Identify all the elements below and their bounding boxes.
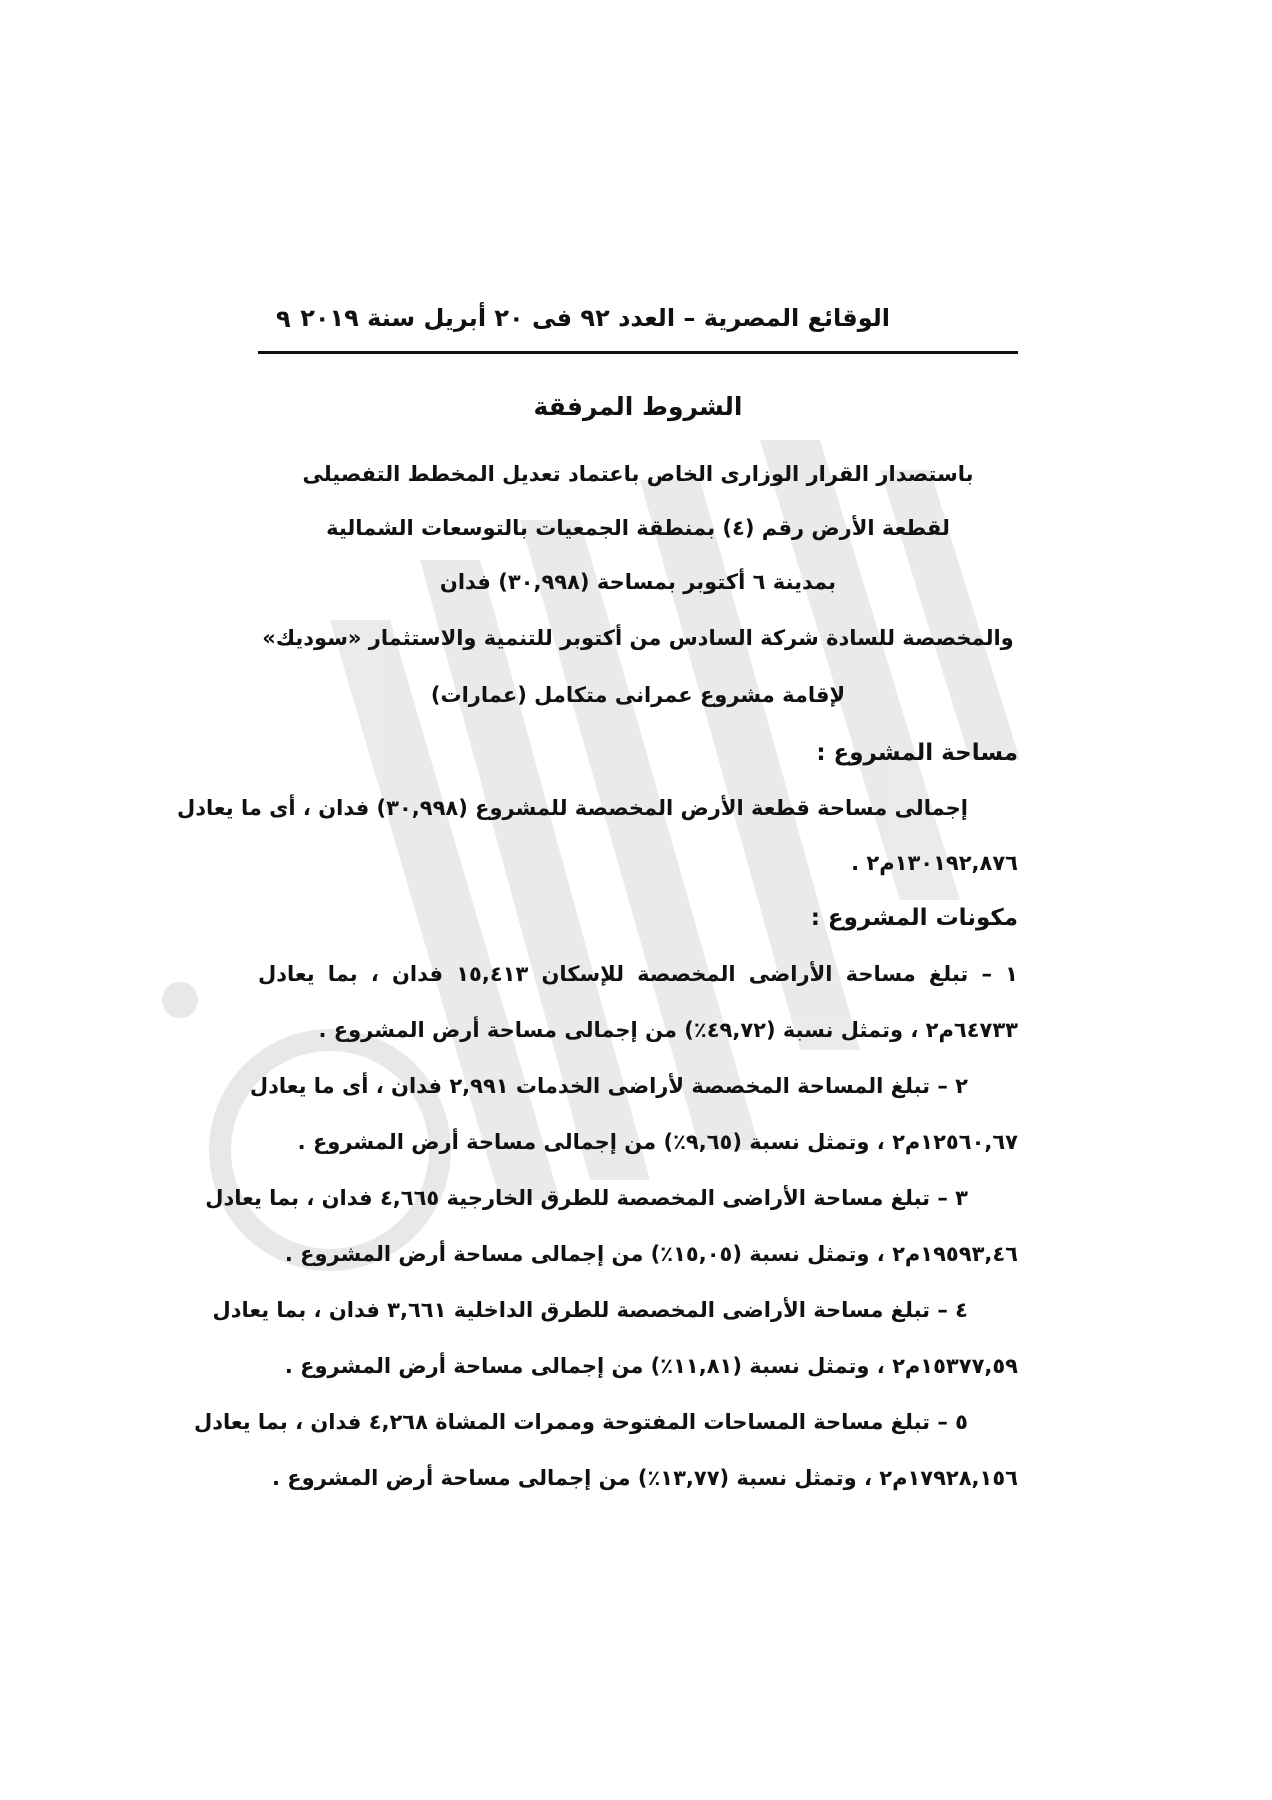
subtitle-line: لقطعة الأرض رقم (٤) بمنطقة الجمعيات بالتوسعات الشمالية <box>326 516 950 540</box>
component-item-line: ١ – تبلغ مساحة الأراضى المخصصة للإسكان ١٥,٤١٣ فدان ، بما يعادل <box>258 962 1018 986</box>
component-item-line: ٥ – تبلغ مساحة المساحات المفتوحة وممرات المشاة ٤,٢٦٨ فدان ، بما يعادل <box>193 1410 968 1434</box>
section-heading-components: مكونات المشروع : <box>810 905 1018 931</box>
page-number: ٩ <box>276 305 291 333</box>
component-item-line: ١٢٥٦٠,٦٧م٢ ، وتمثل نسبة (٩,٦٥٪) من إجمالى مساحة أرض المشروع . <box>297 1130 1018 1154</box>
header-rule <box>258 351 1018 354</box>
subtitle-line: باستصدار القرار الوزارى الخاص باعتماد تعديل المخطط التفصيلى <box>302 462 974 486</box>
section-heading-area: مساحة المشروع : <box>816 740 1018 766</box>
subtitle-line: لإقامة مشروع عمرانى متكامل (عمارات) <box>430 683 846 707</box>
paragraph-line: إجمالى مساحة قطعة الأرض المخصصة للمشروع (٣٠,٩٩٨) فدان ، أى ما يعادل <box>177 796 968 820</box>
subtitle-line: والمخصصة للسادة شركة السادس من أكتوبر للتنمية والاستثمار «سوديك» <box>262 626 1014 650</box>
paragraph-line: ١٣٠١٩٢,٨٧٦م٢ . <box>851 851 1018 875</box>
component-item-line: ١٥٣٧٧,٥٩م٢ ، وتمثل نسبة (١١,٨١٪) من إجمالى مساحة أرض المشروع . <box>284 1354 1018 1378</box>
publication-header: الوقائع المصرية – العدد ٩٢ فى ٢٠ أبريل سنة ٢٠١٩ <box>300 304 890 332</box>
component-item-line: ٢ – تبلغ المساحة المخصصة لأراضى الخدمات ٢,٩٩١ فدان ، أى ما يعادل <box>249 1074 968 1098</box>
component-item-line: ٣ – تبلغ مساحة الأراضى المخصصة للطرق الخارجية ٤,٦٦٥ فدان ، بما يعادل <box>205 1186 968 1210</box>
subtitle-line: بمدينة ٦ أكتوبر بمساحة (٣٠,٩٩٨) فدان <box>439 570 837 594</box>
component-item-line: ١٩٥٩٣,٤٦م٢ ، وتمثل نسبة (١٥,٠٥٪) من إجمالى مساحة أرض المشروع . <box>284 1242 1018 1266</box>
component-item-line: ٦٤٧٣٣م٢ ، وتمثل نسبة (٤٩,٧٢٪) من إجمالى مساحة أرض المشروع . <box>318 1018 1018 1042</box>
component-item-line: ٤ – تبلغ مساحة الأراضى المخصصة للطرق الداخلية ٣,٦٦١ فدان ، بما يعادل <box>212 1298 968 1322</box>
document-title: الشروط المرفقة <box>533 392 743 421</box>
component-item-line: ١٧٩٢٨,١٥٦م٢ ، وتمثل نسبة (١٣,٧٧٪) من إجمالى مساحة أرض المشروع . <box>272 1466 1018 1490</box>
